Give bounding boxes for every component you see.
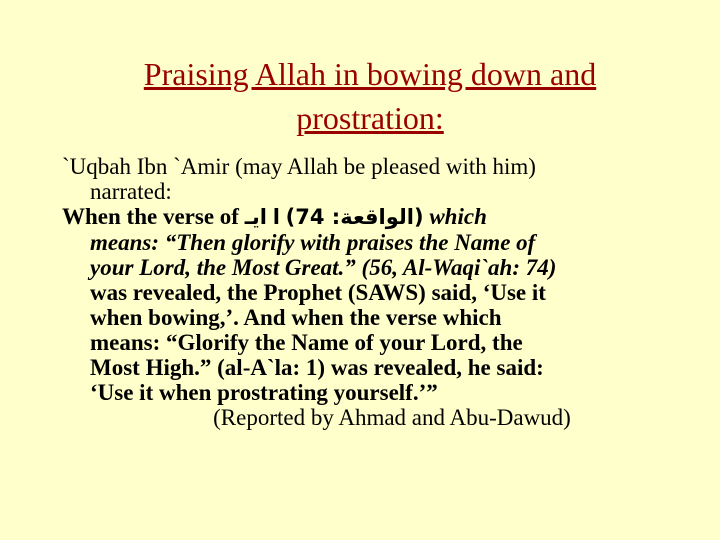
verse-paragraph (62, 204, 702, 405)
text-line-5: means: “Glorify the Name of your Lord, the (90, 330, 523, 355)
arabic-word-2: ا (272, 205, 280, 229)
text-line-6: Most High.” (al-A`la: 1) was revealed, he said: (90, 355, 544, 380)
text-line-2: your Lord, the Most Great.” (56, Al-Waqi`ah: 74) (90, 255, 557, 280)
arabic-word-1: ايـ (244, 205, 267, 229)
verse-suffix: which (423, 204, 487, 229)
arabic-surah-reference: (الواقعة: 74) (285, 205, 424, 229)
narrator-line (62, 154, 702, 204)
hadith-reference: (Reported by Ahmad and Abu-Dawud) (213, 405, 571, 430)
title-line-1: Praising Allah in bowing down and (143, 56, 597, 92)
text-line-4: when bowing,’. And when the verse which (90, 305, 502, 330)
hadith-body (62, 154, 702, 430)
narrator-line-1: `Uqbah Ibn `Amir (may Allah be pleased with him) (62, 154, 536, 179)
text-line-7: ‘Use it when prostrating yourself.’” (90, 380, 438, 405)
slide-title (60, 52, 680, 140)
narrator-line-2: narrated: (90, 179, 172, 204)
text-line-3: was revealed, the Prophet (SAWS) said, ‘Use it (90, 280, 546, 305)
verse-prefix: When the verse of (62, 204, 245, 229)
verse-first-line (62, 204, 702, 230)
title-line-2: prostration: (296, 100, 444, 136)
text-line-1: means: “Then glorify with praises the Name of (90, 230, 536, 255)
